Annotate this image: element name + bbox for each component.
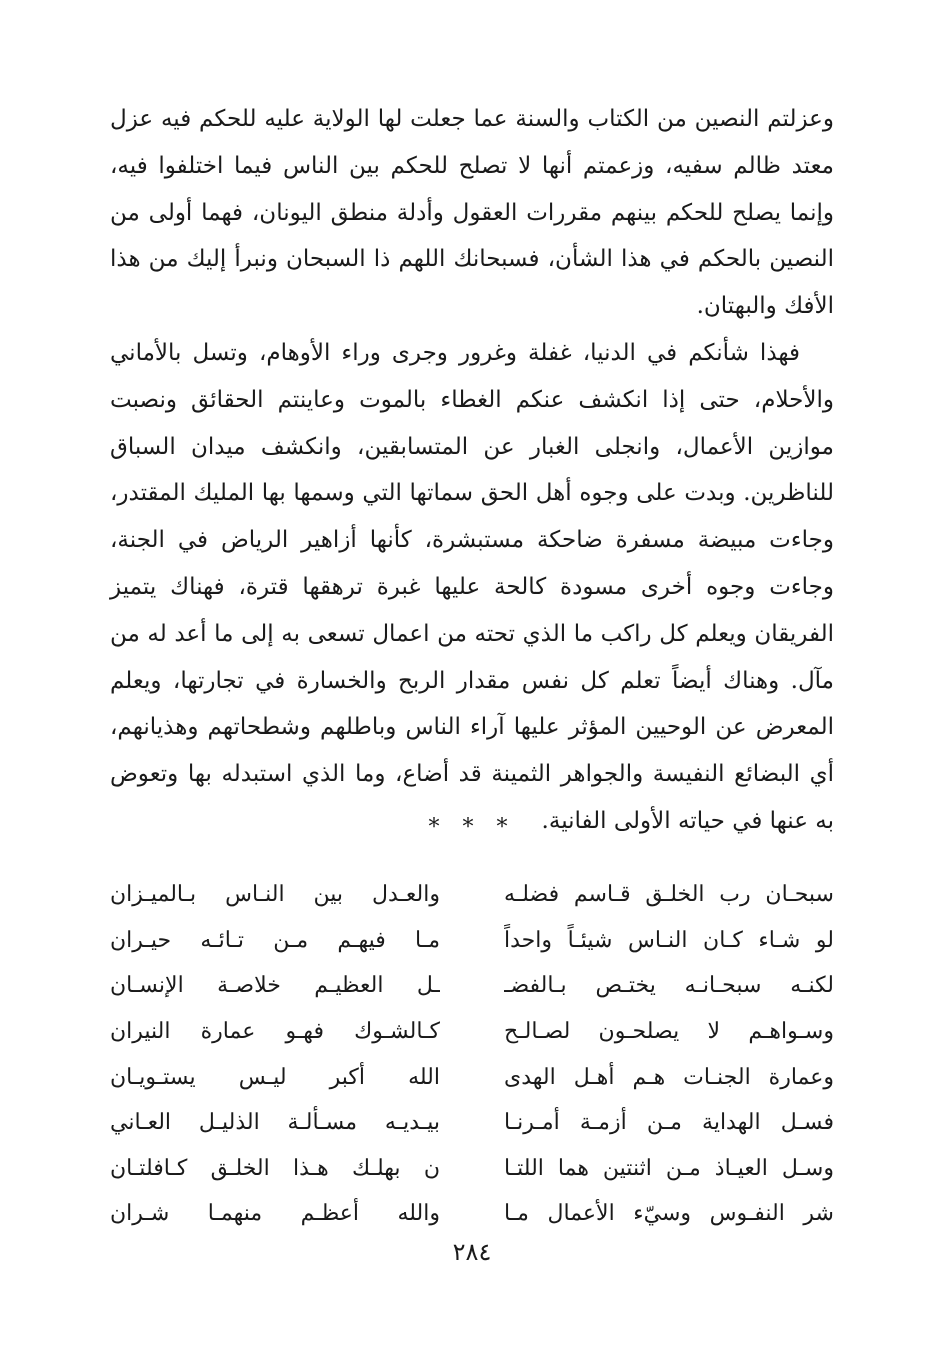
paragraph-1: [110, 96, 834, 330]
paragraph-text: وعزلتم النصين من الكتاب والسنة عما جعلت لها الولاية عليه للحكم فيه عزل معتد ظالم سفيه، وزعمتم أنها لا تصلح للحكم بين الناس فيما اختلفوا فيه، وإنما يصلح للحكم بينهم مقررات العقول وأدلة منطق اليونان، فهما أولى من النصين بالحكم في هذا الشأن، فسبحانك اللهم ذا السبحان ونبرأ إليك من هذا الأفك والبهتان.: [110, 106, 834, 320]
verse-first-hemistich: لكنـه سبحـانـه يختـص بـالفضـ: [504, 973, 834, 999]
paragraph-text: فهذا شأنكم في الدنيا، غفلة وغرور وجرى وراء الأوهام، وتسل بالأماني والأحلام، حتى إذا انكشف عنكم الغطاء بالموت وعاينتم الحقائق ونصبت موازين الأعمال، وانجلى الغبار عن المتسابقين، وانكشف ميدان السباق للناظرين. وبدت على وجوه أهل الحق سماتها التي وسمها بها المليك المقتدر، وجاءت مبيضة مسفرة ضاحكة مستبشرة، كأنها أزاهير الرياض في الجنة، وجاءت وجوه أخرى مسودة كالحة عليها غبرة ترهقها قترة، فهناك يتميز الفريقان ويعلم كل راكب ما الذي تحته من اعمال تسعى به إلى ما أعد له من مآل. وهناك أيضاً تعلم كل نفس مقدار الربح والخسارة في تجارتها، ويعلم المعرض عن الوحيين المؤثر عليها آراء الناس وباطلهم وشطحاتهم وهذيانهم، أي البضائع النفيسة والجواهر الثمينة قد أضاع، وما الذي استبدله بها وتعوض به عنها في حياته الأولى الفانية.: [110, 340, 834, 834]
verse-first-hemistich: فسـل الهداية مـن أزمـة أمـرنـا: [504, 1110, 834, 1136]
paragraph-2: [110, 330, 834, 845]
poem: [110, 872, 834, 1237]
verse-first-hemistich: وسـواهـم لا يصلحـون لصـالـح: [504, 1019, 834, 1045]
verse-first-hemistich: وسـل العيـاذ مـن اثنتين هما اللتـا: [504, 1155, 834, 1181]
verse-second-hemistich: الله أكبر ليـس يستـويـان: [110, 1064, 440, 1090]
poem-verse: [110, 918, 834, 964]
poem-verse: [110, 1191, 834, 1237]
section-separator: * * *: [428, 815, 516, 840]
verse-second-hemistich: والله أعظـم منهمـا شـران: [110, 1201, 440, 1227]
verse-second-hemistich: ـل العظيـم خلاصـة الإنسـان: [110, 973, 440, 999]
page-number: ٢٨٤: [452, 1238, 492, 1266]
verse-second-hemistich: ن بهلـك هـذا الخلـق كـافلتـان: [110, 1155, 440, 1181]
verse-first-hemistich: شر النفـوس وسيّء الأعمال مـا: [504, 1201, 834, 1227]
poem-verse: [110, 963, 834, 1009]
verse-second-hemistich: كـالشـوك فهـو عمارة النيران: [110, 1019, 440, 1045]
poem-verse: [110, 1100, 834, 1146]
poem-verse: [110, 1146, 834, 1192]
verse-second-hemistich: والعـدل بين النـاس بـالميـزان: [110, 882, 440, 908]
verse-second-hemistich: مـا فيهـم مـن تـائـه حيـران: [110, 927, 440, 953]
verse-first-hemistich: لو شـاء كـان النـاس شيئـاً واحداً: [504, 927, 834, 953]
poem-verse: [110, 1009, 834, 1055]
verse-second-hemistich: بيـديـه مسـألـة الذليـل العـاني: [110, 1110, 440, 1136]
poem-verse: [110, 1054, 834, 1100]
verse-first-hemistich: وعمارة الجنـات هـم أهـل الهدى: [504, 1064, 834, 1090]
poem-verse: [110, 872, 834, 918]
verse-first-hemistich: سبحـان رب الخلـق قـاسم فضلـه: [504, 882, 834, 908]
